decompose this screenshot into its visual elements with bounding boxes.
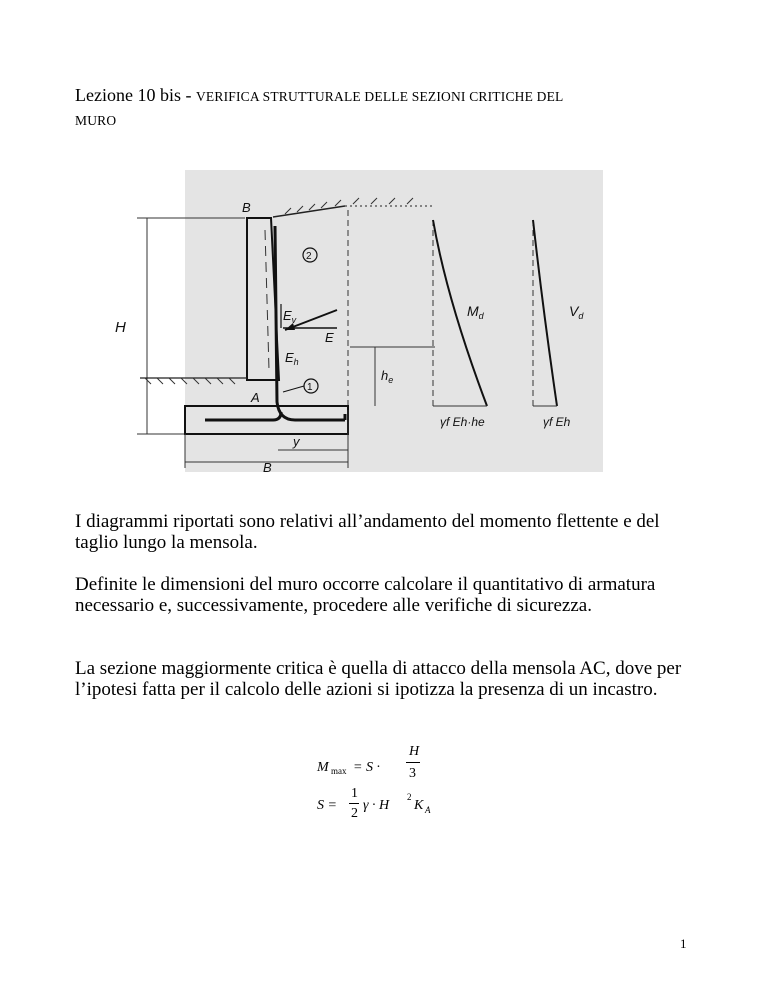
paragraph-2: Definite le dimensioni del muro occorre calcolare il quantitativo di armatura necessario e, successivamente, procedere alle verifiche di sicurezza. xyxy=(75,574,656,616)
paragraph-3: La sezione maggiormente critica è quella di attacco della mensola AC, dove per l’ipotesi fatta per il calcolo delle azioni si ipotizza la presenza di un incastro. xyxy=(75,658,682,700)
label-he: $h_e$ xyxy=(381,368,394,385)
label-B-bottom: B xyxy=(263,460,272,475)
label-Vd: $V_d$ xyxy=(569,303,584,321)
label-circle-1: 1 xyxy=(307,382,313,393)
page-number: 1 xyxy=(680,936,687,951)
label-H: H xyxy=(115,319,126,336)
page-title xyxy=(75,84,715,132)
label-moment-base: γf Eh·he xyxy=(440,415,485,429)
label-E: E xyxy=(325,330,334,345)
retaining-wall-figure xyxy=(115,170,603,475)
label-Md: $M_d$ xyxy=(467,303,484,321)
title-prefix: Lezione 10 bis - xyxy=(75,85,196,105)
label-Ev: $E_v$ xyxy=(283,308,297,325)
label-y: y xyxy=(293,434,300,449)
label-shear-base: γf Eh xyxy=(543,415,571,429)
label-Eh: $E_h$ xyxy=(285,350,299,367)
title-caps-line1: VERIFICA STRUTTURALE DELLE SEZIONI CRITICHE DEL xyxy=(195,89,564,104)
label-B-top: B xyxy=(242,200,251,215)
paragraph-1: I diagrammi riportati sono relativi all’andamento del momento flettente e del taglio lungo la mensola. xyxy=(75,511,660,553)
label-circle-2: 2 xyxy=(306,251,312,262)
label-A: A xyxy=(251,390,260,405)
title-caps-line2: MURO xyxy=(75,113,117,128)
